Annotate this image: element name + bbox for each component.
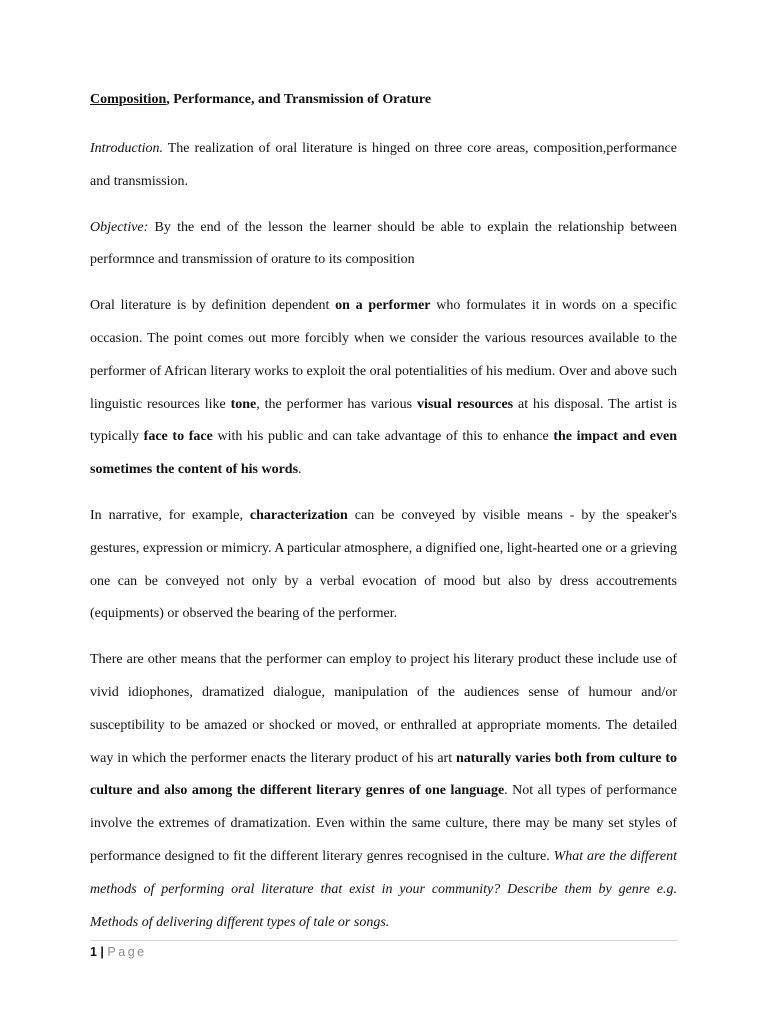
body-text: . xyxy=(298,462,302,478)
emphasis-text: tone xyxy=(230,396,257,412)
emphasis-text: on a performer xyxy=(335,298,431,314)
question-text: What are the different methods of performing oral literature that exist in your community? Describe them by genre e.g. Methods of delivering different types of tale or songs. xyxy=(90,848,677,930)
objective-text: By the end of the lesson the learner should be able to explain the relationship between performnce and transmission of orature to its composition xyxy=(90,219,677,268)
introduction-text: The realization of oral literature is hinged on three core areas, composition,performance and transmission. xyxy=(90,141,677,189)
document-title xyxy=(90,88,677,112)
body-text: with his public and can take advantage of this to enhance xyxy=(212,429,554,445)
introduction-paragraph xyxy=(90,133,677,199)
footer-separator: | xyxy=(96,945,108,959)
emphasis-text: visual resources xyxy=(417,396,514,412)
performer-paragraph xyxy=(90,290,677,487)
emphasis-text: naturally varies both from culture to culture and also among the different literary genres of one language xyxy=(90,750,677,799)
emphasis-text: the impact and even sometimes the content of his words xyxy=(90,429,677,478)
page-footer xyxy=(90,940,678,961)
body-text: Oral literature is by definition dependent xyxy=(90,298,336,314)
title-underlined-word: Composition xyxy=(90,92,167,107)
page-number: 1 xyxy=(90,945,97,959)
means-paragraph xyxy=(90,644,677,939)
body-text: at his disposal. The artist is typically xyxy=(90,396,677,445)
emphasis-text: face to face xyxy=(143,429,213,445)
body-text: . Not all types of performance involve the extremes of dramatization. Even within the same culture, there may be many set styles of performance designed to fit the different literary genres recognised in the culture. xyxy=(90,783,677,864)
body-text: There are other means that the performer can employ to project his literary product these include use of vivid idiophones, dramatized dialogue, manipulation of the audiences sense of humour and/or susceptibility to be amazed or shocked or moved, or enthralled at appropriate moments. The detailed way in which the performer enacts the literary product of his art xyxy=(90,652,677,766)
title-rest: , Performance, and Transmission of Orature xyxy=(166,92,432,107)
page-word: Page xyxy=(107,945,147,959)
body-text: In narrative, for example, xyxy=(90,507,250,523)
objective-paragraph xyxy=(90,212,677,278)
emphasis-text: characterization xyxy=(249,507,348,523)
narrative-paragraph xyxy=(90,500,677,631)
body-text: who formulates it in words on a specific occasion. The point comes out more forcibly when we consider the various resources available to the performer of African literary works to exploit the oral potentialities of his medium. Over and above such linguistic resources like xyxy=(90,298,677,412)
document-body xyxy=(90,88,677,939)
body-text: , the performer has various xyxy=(256,396,417,412)
introduction-label: Introduction. xyxy=(90,141,163,156)
objective-label: Objective: xyxy=(90,219,149,235)
body-text: can be conveyed by visible means - by the speaker's gestures, expression or mimicry. A particular atmosphere, a dignified one, light-hearted one or a grieving one can be conveyed not only by a verbal evocation of mood but also by dress accoutrements (equipments) or observed the bearing of the performer. xyxy=(90,507,677,622)
